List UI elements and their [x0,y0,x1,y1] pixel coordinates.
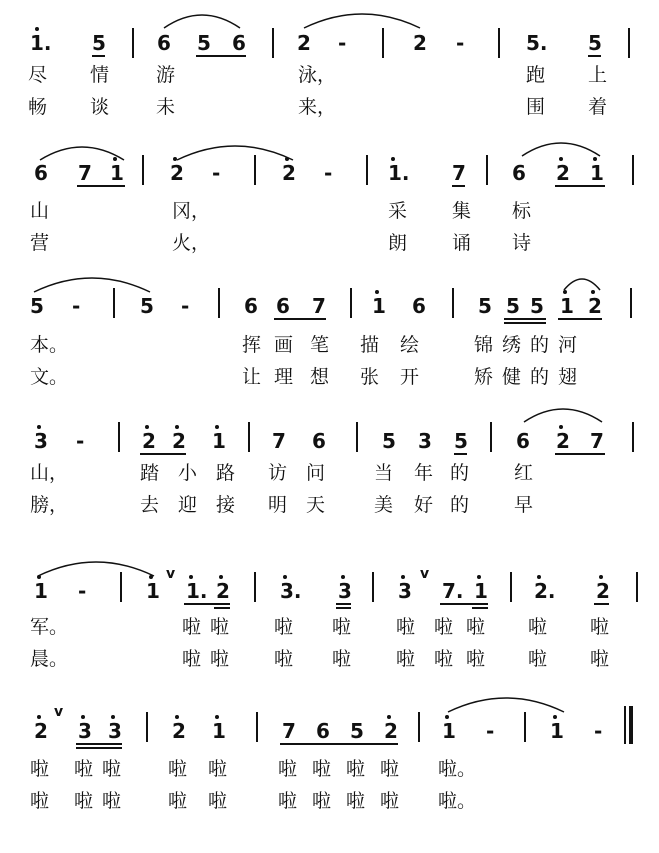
lyric: 啦 [208,790,228,812]
note: 6 [312,429,326,453]
lyric: 锦 [474,334,494,356]
lyric: 啦 [332,648,352,670]
lyric: 膀， [30,494,69,516]
barline [142,155,144,185]
lyric: 军。 [30,616,69,638]
high-dot [401,575,405,579]
barline [510,572,512,602]
lyric: 未 [156,96,176,118]
note: 2 [172,429,186,453]
barline [132,28,134,58]
lyric: 绣 [502,334,522,356]
underline [92,55,105,57]
lyric: 当 [374,462,394,484]
note: 2 [34,719,48,743]
slur [162,8,242,30]
lyric: 啦 [274,616,294,638]
note: 2 [216,579,230,603]
barline [382,28,384,58]
lyric: 啦 [102,758,122,780]
underline [558,318,602,320]
underline [140,453,186,455]
lyric: 美 [374,494,394,516]
lyric: 标 [512,200,532,222]
high-dot [81,715,85,719]
lyric: 年 [414,462,434,484]
high-dot [215,425,219,429]
lyric: 的 [450,494,470,516]
lyric: 明 [268,494,288,516]
lyric: 开 [400,366,420,388]
lyric: 啦 [590,616,610,638]
lyric: 晨。 [30,648,69,670]
underline [77,185,125,187]
lyric: 啦 [312,758,332,780]
note: 7 [78,161,92,185]
lyric: 火， [172,232,211,254]
lyric: 的 [530,334,550,356]
note: 6 [316,719,330,743]
slur [522,402,604,424]
note: 2 [384,719,398,743]
lyric: 啦 [332,616,352,638]
underline [472,607,488,609]
note: - [212,161,221,185]
high-dot [375,290,379,294]
high-dot [175,425,179,429]
high-dot [283,575,287,579]
note: 3 [34,429,48,453]
note: 5 [382,429,396,453]
note: 2 [596,579,610,603]
lyric: 红 [514,462,534,484]
barline [256,712,258,742]
slur [302,8,422,30]
note: 6 [157,31,171,55]
note: 6 [412,294,426,318]
note: - [324,161,333,185]
note: - [594,719,603,743]
high-dot [285,157,289,161]
lyric: 的 [450,462,470,484]
note: 1 [560,294,574,318]
note: 1 [590,161,604,185]
note: - [72,294,81,318]
note: 2 [413,31,427,55]
lyric: 着 [588,96,608,118]
lyric: 啦 [168,790,188,812]
high-dot [387,715,391,719]
lyric: 诵 [452,232,472,254]
note: 5 [92,31,106,55]
note: - [456,31,465,55]
lyric: 啦 [278,758,298,780]
lyric: 小 [178,462,198,484]
lyric: 诗 [512,232,532,254]
high-dot [37,425,41,429]
lyric: 啦 [396,616,416,638]
lyric: 踏 [140,462,160,484]
slur [446,692,566,714]
lyric: 啦 [74,758,94,780]
underline [454,453,467,455]
lyric: 跑 [526,64,546,86]
note: 1 [474,579,488,603]
note: 5 [140,294,154,318]
lyric: 啦 [528,616,548,638]
note: 2. [534,579,556,603]
high-dot [341,575,345,579]
barline [486,155,488,185]
lyric: 想 [310,366,330,388]
barline [272,28,274,58]
lyric: 啦 [210,616,230,638]
barline [628,28,630,58]
lyric: 冈， [172,200,211,222]
barline [254,155,256,185]
lyric: 啦 [434,648,454,670]
lyric: 泳， [298,64,337,86]
note: 5 [478,294,492,318]
note: 2 [556,429,570,453]
underline [336,607,351,609]
barline [146,712,148,742]
note: 7 [312,294,326,318]
barline [632,155,634,185]
lyric: 朗 [388,232,408,254]
note: - [486,719,495,743]
note: 6 [244,294,258,318]
note: 2 [172,719,186,743]
note: 2 [142,429,156,453]
lyric: 啦 [210,648,230,670]
lyric: 啦 [278,790,298,812]
note: 5. [526,31,548,55]
lyric: 谈 [90,96,110,118]
lyric: 矫 [474,366,494,388]
lyric: 挥 [242,334,262,356]
underline [440,603,488,605]
lyric: 让 [242,366,262,388]
underline [594,603,609,605]
lyric: 啦。 [438,758,477,780]
barline [452,288,454,318]
lyric: 接 [216,494,236,516]
note: 5 [30,294,44,318]
slur [562,272,602,292]
note: 7. [442,579,464,603]
barline [490,422,492,452]
lyric: 营 [30,232,50,254]
underline [452,185,465,187]
underline [184,603,230,605]
lyric: 啦 [182,648,202,670]
lyric: 啦 [74,790,94,812]
high-dot [111,715,115,719]
note: 5 [454,429,468,453]
barline [632,422,634,452]
lyric: 情 [90,64,110,86]
final-barline-thin [624,706,626,744]
lyric: 山 [30,200,50,222]
note: 2 [297,31,311,55]
lyric: 笔 [310,334,330,356]
barline [524,712,526,742]
note: 5 [530,294,544,318]
barline [356,422,358,452]
lyric: 啦 [466,648,486,670]
note: - [338,31,347,55]
lyric: 啦 [528,648,548,670]
high-dot [37,715,41,719]
breath-mark: v [166,566,176,582]
underline [274,318,326,320]
underline [76,747,122,749]
lyric: 河 [558,334,578,356]
underline [504,322,546,324]
note: - [76,429,85,453]
lyric: 上 [588,64,608,86]
underline [555,185,605,187]
note: 7 [452,161,466,185]
barline [372,572,374,602]
lyric: 畅 [28,96,48,118]
note: 1. [388,161,410,185]
note: 3 [338,579,352,603]
lyric: 啦 [312,790,332,812]
note: 3. [280,579,302,603]
high-dot [391,157,395,161]
note: 6 [276,294,290,318]
high-dot [599,575,603,579]
lyric: 迎 [178,494,198,516]
barline [248,422,250,452]
underline [280,743,398,745]
note: 1 [212,719,226,743]
note: 6 [232,31,246,55]
note: 1. [186,579,208,603]
barline [630,288,632,318]
note: - [78,579,87,603]
note: 6 [34,161,48,185]
note: 7 [272,429,286,453]
underline [504,318,546,320]
lyric: 山， [30,462,69,484]
lyric: 理 [274,366,294,388]
note: 2 [588,294,602,318]
high-dot [189,575,193,579]
slur [36,556,156,578]
high-dot [149,575,153,579]
lyric: 啦 [168,758,188,780]
slur [175,140,295,162]
note: 6 [516,429,530,453]
lyric: 啦 [380,790,400,812]
lyric: 尽 [28,64,48,86]
lyric: 的 [530,366,550,388]
barline [350,288,352,318]
lyric: 访 [268,462,288,484]
slur [32,272,152,294]
high-dot [145,425,149,429]
high-dot [175,715,179,719]
note: 6 [512,161,526,185]
note: 3 [398,579,412,603]
note: 1 [372,294,386,318]
lyric: 游 [156,64,176,86]
lyric: 啦。 [438,790,477,812]
lyric: 去 [140,494,160,516]
lyric: 啦 [466,616,486,638]
note: 1 [34,579,48,603]
note: 5 [197,31,211,55]
barline [636,572,638,602]
lyric: 本。 [30,334,69,356]
lyric: 啦 [102,790,122,812]
lyric: 啦 [182,616,202,638]
underline [76,743,122,745]
note: 1 [550,719,564,743]
barline [218,288,220,318]
high-dot [37,575,41,579]
note: 2 [170,161,184,185]
lyric: 啦 [30,790,50,812]
high-dot [553,715,557,719]
underline [588,55,601,57]
high-dot [537,575,541,579]
note: 3 [108,719,122,743]
barline [366,155,368,185]
note: 3 [78,719,92,743]
lyric: 早 [514,494,534,516]
lyric: 健 [502,366,522,388]
lyric: 路 [216,462,236,484]
high-dot [559,425,563,429]
lyric: 翅 [558,366,578,388]
note: - [181,294,190,318]
breath-mark: v [54,704,64,720]
note: 2 [282,161,296,185]
slur [520,136,602,158]
underline [214,607,230,609]
note: 1 [110,161,124,185]
lyric: 啦 [380,758,400,780]
barline [113,288,115,318]
lyric: 描 [360,334,380,356]
high-dot [35,27,39,31]
lyric: 画 [274,334,294,356]
lyric: 啦 [590,648,610,670]
lyric: 啦 [274,648,294,670]
note: 1 [212,429,226,453]
lyric: 啦 [346,758,366,780]
lyric: 文。 [30,366,69,388]
note: 7 [590,429,604,453]
underline [196,55,246,57]
barline [118,422,120,452]
high-dot [477,575,481,579]
underline [336,603,351,605]
note: 1 [146,579,160,603]
high-dot [215,715,219,719]
note: 1 [442,719,456,743]
lyric: 啦 [346,790,366,812]
lyric: 啦 [396,648,416,670]
lyric: 采 [388,200,408,222]
note: 1. [30,31,52,55]
note: 2 [556,161,570,185]
high-dot [445,715,449,719]
lyric: 好 [414,494,434,516]
note: 5 [506,294,520,318]
note: 5 [588,31,602,55]
lyric: 啦 [208,758,228,780]
lyric: 啦 [434,616,454,638]
lyric: 集 [452,200,472,222]
note: 5 [350,719,364,743]
final-barline-thick [629,706,633,744]
underline [555,453,605,455]
barline [498,28,500,58]
barline [120,572,122,602]
note: 7 [282,719,296,743]
breath-mark: v [420,566,430,582]
note: 3 [418,429,432,453]
high-dot [113,157,117,161]
lyric: 张 [360,366,380,388]
lyric: 围 [526,96,546,118]
lyric: 来， [298,96,337,118]
lyric: 天 [306,494,326,516]
lyric: 绘 [400,334,420,356]
barline [254,572,256,602]
barline [418,712,420,742]
lyric: 啦 [30,758,50,780]
high-dot [219,575,223,579]
lyric: 问 [306,462,326,484]
